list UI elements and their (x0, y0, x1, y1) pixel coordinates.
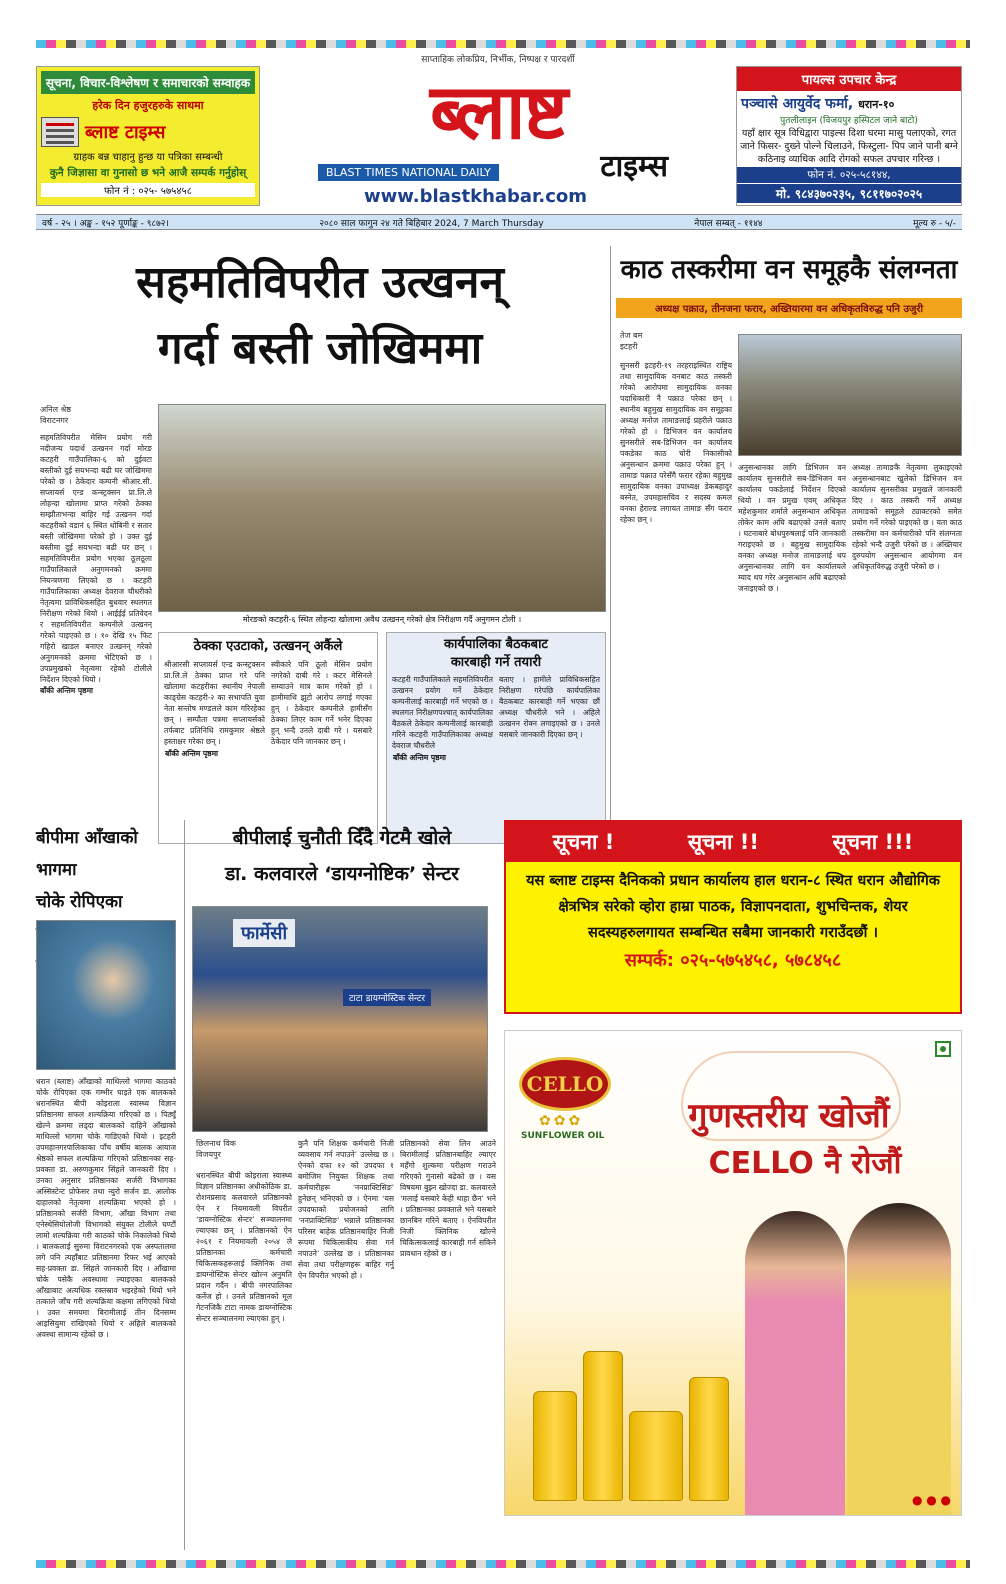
masthead-tagline: साप्ताहिक लोकप्रिय, निर्भीक, निष्पक्ष र पारदर्शी (421, 55, 575, 65)
sub-story-action-title (387, 633, 605, 672)
article2-place: इटहरी (620, 342, 638, 351)
left-ad-title: सूचना, विचार-विश्लेषण र समाचारको सम्वाहक (41, 71, 255, 94)
cello-oil-ad (504, 1030, 962, 1516)
sub-story-contract (158, 632, 378, 844)
dateline-bar (36, 214, 962, 230)
article2-col1: सुनसरी इटहरी-१९ तरहराइस्थित राष्ट्रिय तथा सामुदायिक वनबाट काठ तस्करी गरेको आरोपमा सामुदायिक वनका पदाधिकारी नै पक्राउ परेका छन् । स्थानीय बहुमुख सामुदायिक वन समूहका अध्यक्ष मनोज तामाङलाई प्रहरीले पक्राउ गरेको हो । डिभिजन वन कार्यालय सुनसरीले सब-डिभिजन वन कार्यालय पकडेका काठ चोरी निकासीको अनुसन्धान क्रममा पक्राउ परेका हुन् । तामाङ पक्राउ परेसँगै फरार रहेका बहुमुख सामुदायिक वनका उपाध्यक्ष डेकबहादुर बस्नेत, उपमहासचिव र सदस्य कमल वनका हेराल्ड लगायत तामाङ सँग फरार रहेका छन् । (620, 361, 732, 524)
oil-bottle-icon (533, 1391, 577, 1501)
issue-date: २०८० साल फागुन २४ गते बिहिबार 2024, 7 March Thursday (319, 218, 544, 229)
article1-photo-caption: मोरङको कटहरी-६ स्थित लोहन्दा खोलामा अवैध उत्खनन् गरेको क्षेत्र निरीक्षण गर्दै अनुगमन टोली । (242, 615, 522, 624)
print-registration-bar-top (36, 40, 970, 48)
masthead-logo-block (288, 52, 708, 212)
sub-story-action-continued: बाँकी अन्तिम पृष्ठमा (393, 753, 446, 762)
notice-contact: सम्पर्क: ०२५-५७५४५८, ५७८४५८ (624, 950, 842, 971)
article2-photo (738, 334, 962, 456)
right-ad-phone: फोन नं. ०२५-५८१४४, (737, 167, 961, 183)
article1-continued: बाँकी अन्तिम पृष्ठमा (40, 686, 93, 695)
sunflower-icon: ✿✿✿ (539, 1113, 584, 1129)
oil-bottle-icon (689, 1377, 729, 1501)
oil-bottles-group (533, 1331, 743, 1501)
column-divider (184, 820, 185, 1550)
left-ad-line: हरेक दिन हजुरहरुके साथमा (92, 99, 204, 112)
article3-headline-line2: चोके रोपिएका (36, 892, 123, 912)
column-divider (610, 246, 611, 842)
nepal-sambat: नेपाल सम्बत् - ११४४ (694, 218, 763, 229)
right-ad-firm-place: धरान-१० (858, 98, 895, 111)
left-ad-brand: ब्लाष्ट टाइम्स (85, 122, 166, 143)
article4-place: विजयपुर (196, 1150, 221, 1159)
sub-story-contract-col2: स्वीकारे पनि ठूलो मेसिन प्रयोग नगरेको दाबी गरे । कटर मेसिनले सम्याउने मात्र काम गरेको हो । हामीमाथि झुटो आरोप लगाई गएका हुन् । ठेकेदार कम्पनीले हामीसँग ठेक्का लिएर काम गर्ने भनेर दिएका हुन् भन्दै उनले दाबी गरे । यसबारे ठेकेदार पनि जानकार छन् । (271, 660, 372, 746)
right-ad-firm-name: पञ्चासे आयुर्वेद फर्मा, (741, 96, 854, 112)
article4-photo (192, 906, 488, 1132)
sub-story-contract-col1: श्रीआरसी सप्लायर्स एन्ड कन्स्ट्रक्सन प्रा.लि.ले ठेक्का प्राप्त गरे पनि खोलामा कटहरीका स्थानीय नेपाली काङ्ग्रेस कटहरी-२ का सभापति युवा नेता सन्तोष मण्डलले काम गरिरहेका छन् । सम्पौता पत्रमा सप्लायर्सको तर्फबाट प्रतिनिधि रामकुमार श्रेष्ठले हस्ताक्षर गरेका छन् । (164, 660, 265, 746)
article2-headline: काठ तस्करीमा वन समूहकै संलग्नता (616, 250, 962, 290)
website-link[interactable]: www.blastkhabar.com (364, 186, 587, 207)
cello-brand-sub: SUNFLOWER OIL (521, 1131, 605, 1141)
sub-story-action-title-line1: कार्यपालिका बैठकबाट (443, 637, 548, 652)
issue-price: मूल्य रु - ५/- (913, 218, 956, 229)
model-figure-right (847, 1203, 951, 1516)
national-daily-label: BLAST TIMES NATIONAL DAILY (318, 164, 499, 181)
office-relocation-notice (504, 820, 962, 1014)
issue-number: वर्ष - २५ । अङ्क - १५२ पूर्णाङ्क - ९८७२। (42, 218, 169, 229)
article1-author: अनिल श्रेष्ठ (40, 405, 71, 414)
article1-headline (40, 250, 600, 382)
article2-col3: अध्यक्ष तामाङकै नेतृत्वमा लुकाइएको अनुसन्धानबाट खुलेको डिभिजन वन कार्यालय सुनसरीका प्रमुखले जानकारी दिए । काठ तस्करी गर्ने अध्यक्ष तामाङको समूहले ट्याक्टरको समेत प्रयोग गर्ने गरेको पाइएको छ । यता काठ तस्करीमा वन कर्मचारीको पनि संलग्नता रहेको भन्दै उजुरी परेको छ । अख्तियार दुरुपयोग अनुसन्धान आयोगमा वन अधिकृतविरुद्ध उजुरी परेको छ । (852, 463, 962, 571)
notice-word1: सूचना ! (552, 830, 615, 854)
article3-headline-line1: बीपीमा आँखाको भागमा (36, 828, 138, 880)
cello-slogan-line1: गुणस्तरीय खोजौं (688, 1096, 890, 1136)
left-ad-brand-row (41, 117, 255, 147)
sub-story-contract-title: ठेक्का एउटाको, उत्खनन् अर्कैले (193, 639, 343, 654)
article4-author: छिलनाथ विक (196, 1139, 236, 1148)
right-ad-mobile: मो. ९८४३७०२३५, ९८११७०२०२५ (737, 183, 961, 203)
sub-story-action-col2: बताए । हामीले प्राविधिकसहित निरीक्षण गरेपछि कार्यपालिका बैठकबाट कारबाही गर्ने भएका छौं अध्यक्ष चौधरीले भने । अहिले उत्खनन रोक्न लगाइएको छ । उनले यसबारे जानकारी दिएका छन् । (499, 675, 600, 739)
certification-icons: ● ● ● (911, 1493, 951, 1507)
notice-header (506, 822, 960, 862)
article4-col1: धरानस्थित बीपी कोइराला स्वास्थ्य विज्ञान प्रतिष्ठानका अधीकोठिक डा. रोशनप्रसाद कलवारले प्रतिष्ठानको ऐन र नियमावली विपरीत ‘डायग्नोस्टिक सेन्टर’ सञ्चालनमा ल्याएका छन् । प्रतिष्ठानको ऐन २०६१ र नियमावली २०५४ ले प्रतिष्ठानका कर्मचारी चिकित्सकहरूलाई क्लिनिक तथा डायग्नोस्टिक सेन्टर खोल्न अनुमति प्रदान गर्दैन । बीपी नगरपालिका कर्नेज हो । उनले प्रतिष्ठानको मूल गेटनजिकै टाटा नामक डायग्नोस्टिक सेन्टर सञ्चालनमा ल्याएका हुन् । (196, 1171, 292, 1323)
article3-body: धरान (ब्लाष्ट) आँखाको माथिल्लो भागमा काठको चोके रोपिएका एक गम्भीर घाइते एक बालकको धरानस्थित बीपी कोइराला स्वास्थ्य विज्ञान प्रतिष्ठानमा सफल शल्यक्रिया गरिएको छ । पिठ्यूँ खेल्ने क्रममा लड्दा बालकको दाहिने आँखाको माथिल्लो भागमा चोके गाडिएको थियो । इटहरी उपमहानगरपालिकाका पाँच वर्षीय बालक आयाज श्रेष्ठको सफल शल्यक्रिया गरिएको प्रतिष्ठानका सह-प्रवक्ता डा. अरुणकुमार सिंहले जानकारी दिए । उनका अनुसार प्रतिष्ठानका सर्जरी विभागका अस्सिस्टेन्ट प्रोफेसर तथा न्युरो सर्जन डा. आलोक दाहालको नेतृत्वमा शल्यक्रिया भएको हो । प्रतिष्ठानको सर्जरी विभाग, आँखा विभाग तथा एनेस्थेसियोलोजी विभागको संयुक्त टोलीले घण्टौं लामो शल्यक्रिया गरी काठको चोके निकालेको थियो । बालकलाई सुरुमा विराटनगरको एक अस्पतालमा लगे पनि त्यहाँबाट प्रतिष्ठानमा रिफर भई आएको सह-प्रवक्ता डा. सिंहले जानकारी दिए । आँखामा चोके पसेकै अवस्थामा ल्याइएका बालकको आँखाबाट अत्यधिक रक्तस्राव भइरहेको थियो भने तत्काले जाँच गरी शल्यक्रिया कक्षमा लगिएको थियो । उक्त समयमा बिरामीलाई तीन दिनसम्म आइसियुमा राखिएको थियो र अहिले बालकको अवस्था सामान्य रहेको छ । (36, 1077, 176, 1339)
article4-headline (192, 820, 492, 892)
sub-story-action-col1: कटहरी गाउँपालिकाले सहमतिविपरीत उत्खनन प्रयोग गर्ने ठेकेदार कम्पनीलाई कारबाही गर्ने भएको छ । स्थलगत निरीक्षणपश्चात् कार्यपालिका बैठकले ठेकेदार कम्पनीलाई कारबाही गरिने कटहरी गाउँपालिकाका अध्यक्ष देवराज चौधरीले (392, 675, 493, 750)
article4-headline-line1: बीपीलाई चुनौती दिँदै गेटमै खोले (232, 827, 452, 849)
article2-author: तेज बम (620, 331, 643, 340)
article4-headline-line2: डा. कलवारले ‘डायग्नोष्टिक’ सेन्टर (225, 863, 459, 885)
article1-byline (40, 404, 160, 426)
newspaper-icon (41, 117, 79, 147)
cello-slogan-line2: CELLO नै रोजौं (708, 1146, 902, 1181)
right-ad-firm (737, 91, 961, 113)
masthead-header (36, 52, 962, 212)
sub-story-contract-continued: बाँकी अन्तिम पृष्ठमा (165, 749, 218, 758)
left-ad-line3: कुनै जिज्ञासा वा गुनासो छ भने आजै सम्पर्क गर्नुहोस् (49, 167, 247, 179)
newspaper-logo-sub: टाइम्स (600, 149, 668, 184)
article4-col3: प्रतिष्ठानको सेवा लिन आउने बिरामीलाई प्रतिष्ठानबाहिर ल्याएर महँगो शुल्कमा परीक्षण गराउने गरिएको गुनासो बढेको छ । यस विषयमा बुझ्न खोज्दा डा. कलवारले ‘मलाई यसबारे केही थाहा छैन’ भने । प्रतिष्ठानका प्रवक्ताले भने यसबारे छानबिन गरिने बताए । ऐनविपरीत निजी क्लिनिक खोल्ने चिकित्सकलाई कारबाही गर्न सकिने प्रावधान रहेको छ । (400, 1139, 496, 1258)
sub-story-action-columns (387, 672, 605, 753)
notice-body: यस ब्लाष्ट टाइम्स दैनिकको प्रधान कार्यालय हाल धरान-८ स्थित धरान औद्योगिक क्षेत्रभित्र सरेको व्होरा हाम्रा पाठक, विज्ञापनदाता, शुभचिन्तक, शेयर सदस्यहरुलगायत सम्बन्धित सबैमा जानकारी गराउँदछौं । (526, 873, 940, 941)
left-ear-ad (36, 66, 260, 206)
right-ear-ad (736, 66, 962, 206)
right-ad-text: यहाँ क्षार सूत्र विधिद्वारा पाइल्स दिशा घरमा मासु पलाएको, रगत जाने फिसर- दुख्ने पोल्ने चिलाउने, फिस्टुला- पिप जाने पानी बग्ने कठिनाइ व्याधिक आदि रोगको सफल उपचार गरिन्छ । (740, 128, 958, 165)
article1-place: विराटनगर (40, 416, 69, 425)
article4-col2: कुनै पनि शिक्षक कर्मचारी निजी व्यवसाय गर्न नपाउने’ उल्लेख छ । ऐनको दफा १२ को उपदफा १ बमोजिम नियुक्त शिक्षक तथा कर्मचारीहरू ‘ननप्राक्टिसिङ’ हुनेछन् भनिएको छ । ऐनमा ‘यस उपदफाको प्रयोजनको लागि ‘ननप्राक्टिसिङ’ भन्नाले प्रतिष्ठानका परिसर बाहेक प्रतिष्ठानबाहिर निजी रूपमा चिकित्सकीय सेवा गर्न नपाउने’ उल्लेख छ । प्रतिष्ठानका सेवा तथा परीक्षणहरू बाहिर गर्नु ऐन विपरीत भएको हो । (298, 1139, 394, 1280)
print-registration-bar-bottom (36, 1560, 970, 1568)
article1-body (40, 432, 152, 840)
oil-bottle-icon (583, 1351, 623, 1501)
right-ad-address: पुतलीलाइन (विजयपुर हस्पिटल जाने बाटो) (780, 116, 918, 126)
article3-photo (36, 920, 176, 1070)
sub-story-contract-columns (159, 657, 377, 749)
article1-headline-line2: गर्दा बस्ती जोखिममा (157, 323, 483, 374)
veg-mark-icon (935, 1041, 951, 1057)
cello-logo: CELLO (519, 1057, 611, 1111)
right-ad-title: पायल्स उपचार केन्द्र (737, 67, 961, 91)
article2-byline (620, 330, 740, 352)
article4-byline (196, 1138, 296, 1160)
sub-story-action (386, 632, 606, 844)
left-ad-line2: ग्राहक बन्न चाहानु हुन्छ या पत्रिका सम्बन्धी (73, 152, 223, 163)
article2-col2: अनुसन्धानका लागि डिभिजन वन कार्यालय सुनसरीले सब-डिभिजन वन कार्यालय पकडेलाई निर्देशन दिएको थियो । वन प्रमुख एवम् अधिकृत महेशकुमार शर्माले अनुसन्धान अधिकृत तोकेर काम अघि बढाएको उनले बताए । घटनाबारे बोधपुरुषलाई पनि जानकारी गराइएको छ । बहुमुख सामुदायिक वनका अध्यक्ष मनोज तामाङलाई थप अनुसन्धानका लागि वन कार्यालयले म्याद थप गरेर अनुसन्धान अघि बढाएको जनाइएको छ । (738, 463, 846, 593)
article1-photo (158, 404, 606, 612)
newspaper-logo: ब्लाष्ट (430, 67, 566, 156)
sub-story-action-title-line2: कारबाही गर्ने तयारी (450, 655, 542, 670)
notice-word3: सूचना !!! (832, 830, 914, 854)
article1-body-text: सहमतिविपरीत मेसिन प्रयोग गरी नदीजन्य पदार्थ उत्खनन गर्दा मोरङ कटहरी गाउँपालिका-६ को दुईवटा बस्तीको दुई सयभन्दा बढी घर जोखिममा परेको छ । ठेकेदार कम्पनी श्रीआर.सी. सप्लायर्स एन्ड कन्स्ट्रक्सन प्रा.लि.ले लोहन्दा खोलामा प्राप्त गरेको ठेक्का सम्झौताभन्दा बाहिर गई उत्खनन गर्दा कटहरीको वडानं ६ स्थित धोबिनी र सतार बस्ती जोखिममा परेको हो । उक्त दुई बस्तीमा दुई सयभन्दा बढी घर छन् । सहमतिविपरीत प्रयोग भएका ठूलठूला गाउँपालिकाले अनुगमनको क्रममा नियन्त्रणमा लिएको छ । कटहरी गाउँपालिकाका अध्यक्ष देवराज चौधरीको नेतृत्वमा प्राविधिकसहित बुधवार स्थलगत निरीक्षण गरेको थियो । आईईई प्रतिवेदन र सहमतिविपरीत कम्पनीले उत्खनन् गरेको पाइएको छ । १० देखि १५ फिट गहिरो खाडल बनाएर उत्खनन् गरेको अनुगमनको क्रममा भेटिएको छ । उपप्रमुखको नेतृत्वमा रहेको टोलीले निर्देशन दिएको थियो । (40, 433, 152, 684)
photo-sign-pharmacy: फार्मेसी (233, 919, 295, 947)
left-ad-phone: फोन नं : ०२५- ५७५४५८ (41, 183, 255, 197)
oil-tin-icon (629, 1411, 683, 1501)
article2-subheadline: अध्यक्ष पक्राउ, तीनजना फरार, अख्तियारमा वन अधिकृतविरुद्ध पनि उजुरी (616, 298, 962, 318)
photo-sign-diagnostic: टाटा डायग्नोस्टिक सेन्टर (343, 989, 431, 1006)
notice-word2: सूचना !! (687, 830, 759, 854)
model-figure-left (745, 1211, 845, 1516)
article1-headline-line1: सहमतिविपरीत उत्खनन् (136, 257, 504, 308)
